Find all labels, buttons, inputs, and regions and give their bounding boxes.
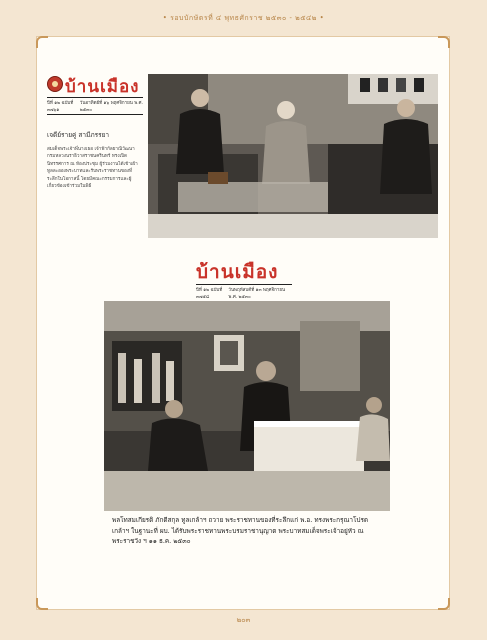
frame-corner-ornament — [438, 36, 450, 48]
masthead-logo — [47, 75, 143, 95]
masthead-title: บ้านเมือง — [196, 261, 279, 283]
frame-corner-ornament — [36, 36, 48, 48]
caption-title: เจดีย์รายคู่ สามีภรรยา — [47, 131, 110, 139]
seal-icon — [47, 76, 63, 92]
frame-corner-ornament — [36, 598, 48, 610]
news-photo-ceremony — [104, 301, 390, 511]
caption-body: สมเด็จพระเจ้าพี่นางเธอ เจ้าฟ้ากัลยาณิวัฒนา กรมหลวงนราธิวาสราชนครินทร์ ทรงเปิดนิทรรศการ ณ ห้องประชุม ผู้ร่วมงานได้เข้าเฝ้าทูลละอองพระบาทและรับพระราชทานของที่ระลึกในโอกาสนี้ โดยมีคณะกรรมการและผู้เกี่ยวข้องเข้าร่วมในพิธี — [47, 147, 138, 190]
running-header: • รอบบักษัตรที่ ๔ พุทธศักราช ๒๕๓๐ - ๒๕๔๒ • — [162, 14, 325, 22]
masthead-title: บ้านเมือง — [65, 77, 140, 97]
clipping-caption-bottom: พลโทสมเกียรติ ภักดีสกุล ทูลเกล้าฯ ถวาย พระราชทานของที่ระลึกแก่ พ.อ. ทรงพระกรุณาโปรดเกล้าฯ ในฐานะที่ ผบ. ได้รับพระราชทานพระบรมราชานุญาต พระบาทสมเด็จพระเจ้าอยู่หัว ณ พระราชวัง ฯ ๑๑ ธ.ค. ๒๕๓๐ — [112, 516, 369, 546]
page-number: ๒๐๓ — [236, 616, 251, 624]
issue-date: วันพฤหัสบดีที่ ๑๓ พฤศจิกายน พ.ศ. ๒๕๓๐ — [228, 288, 286, 300]
issue-number: ปีที่ ๑๒ ฉบับที่ ๓๗๖๑ — [47, 101, 74, 113]
issue-number: ปีที่ ๑๒ ฉบับที่ ๓๗๕๘ — [196, 288, 223, 300]
news-photo-meeting — [148, 74, 438, 238]
masthead-meta — [196, 284, 292, 302]
frame-corner-ornament — [438, 598, 450, 610]
clipping-caption-top — [47, 130, 139, 190]
issue-date: วันอาทิตย์ที่ ๑๖ พฤศจิกายน พ.ศ. ๒๕๓๐ — [79, 101, 143, 113]
newspaper-masthead-top — [47, 75, 143, 113]
newspaper-masthead-bottom — [196, 261, 292, 300]
